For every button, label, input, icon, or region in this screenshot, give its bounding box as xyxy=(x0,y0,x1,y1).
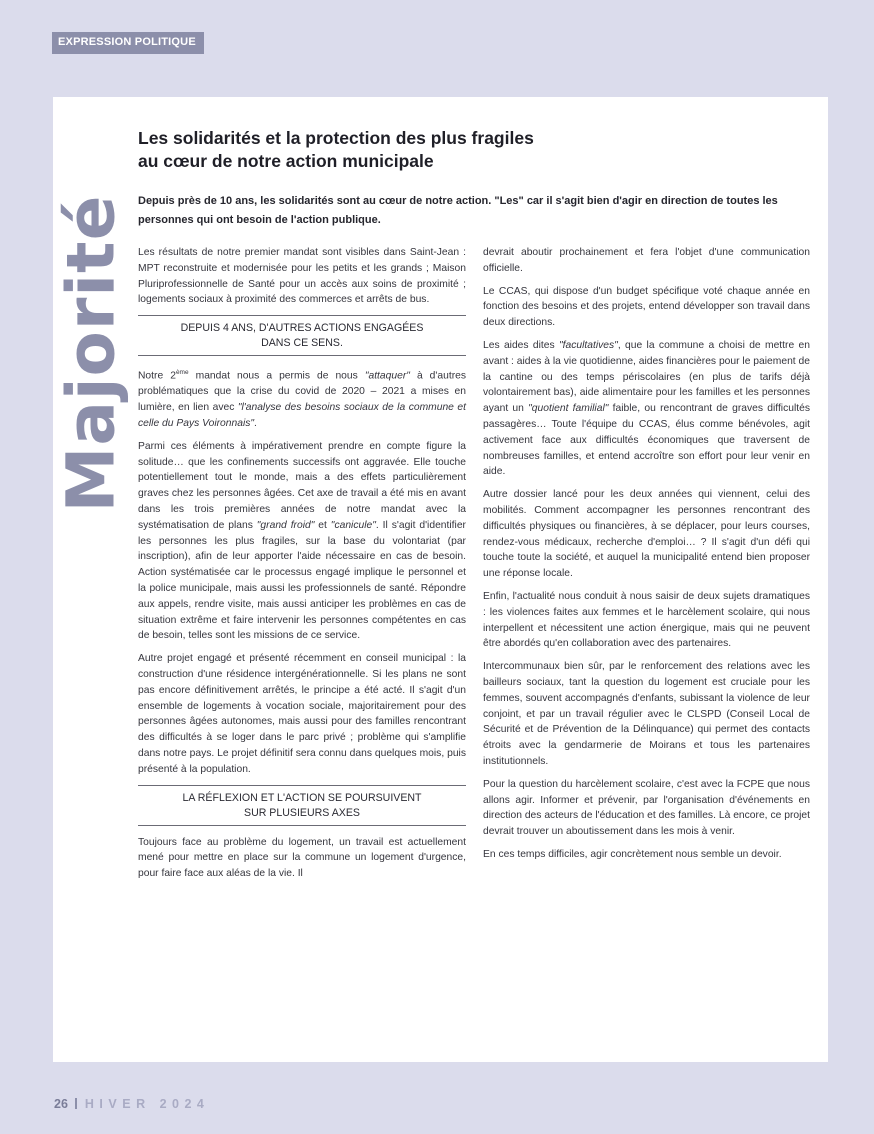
text-run: . xyxy=(254,418,257,429)
subhead-reflexion-line-1: LA RÉFLEXION ET L'ACTION SE POURSUIVENT xyxy=(182,791,422,804)
subhead-reflexion-line-2: SUR PLUSIEURS AXES xyxy=(244,806,360,819)
article-headline xyxy=(138,127,758,173)
page-number: 26 xyxy=(54,1097,68,1111)
left-paragraph-2 xyxy=(138,365,466,432)
subhead-actions-line-2: DANS CE SENS. xyxy=(261,337,343,350)
text-run: , que la commune a choisi de mettre en avant : aides à la vie quotidienne, aides financières pour le paiement de la cantine ou des temps périscolaires (en plus de tarifs déjà volontairement bas), aide alimentaire pour les familles et les personnes ayant un xyxy=(483,339,810,415)
page-footer xyxy=(54,1097,209,1111)
emphasis: "l'analyse des besoins sociaux de la commune et celle du Pays Voironnais" xyxy=(138,402,466,429)
headline-line-2: au cœur de notre action municipale xyxy=(138,151,434,171)
section-label: EXPRESSION POLITIQUE xyxy=(52,32,204,54)
text-run: Les aides dites xyxy=(483,339,559,351)
right-paragraph-4: Autre dossier lancé pour les deux années qui viennent, celui des mobilités. Comment accompagner les personnes rencontrant des difficultés physiques ou financières, à se déplacer, pour leurs courses, rendez-vous médicaux, recherche d'emploi… ? Il s'agit d'un défi qui touche toute la société, et auquel la municipalité entend bien proposer une réponse locale. xyxy=(483,489,810,580)
right-column xyxy=(483,245,810,870)
text-run: Parmi ces éléments à impérativement prendre en compte figure la solitude… que les confinements successifs ont aggravée. Elle touche potentiellement tout le monde, mais a des effets particulièrement graves chez les personnes âgées. Cet axe de travail a été mis en avant dans les trois premières années de notre mandat avec la systématisation de plans xyxy=(138,440,466,531)
left-paragraph-5: Toujours face au problème du logement, un travail est actuellement mené pour mettre en place sur la commune un logement d'urgence, pour faire face aux aléas de la vie. Il xyxy=(138,836,466,880)
text-run: . Il s'agit d'identifier les personnes les plus fragiles, sur la base du volontariat (par inscription), afin de leur apporter l'aide nécessaire en cas de besoin. Action systématisée car le processus engagé implique le personnel et la police municipale, mais aussi les professionnels de santé. Répondre aux appels, rendre visite, mais aussi anticiper les problèmes en cas de situation extrême et faire intervenir les personnes compétentes en cas de besoin, telles sont les missions de ce service. xyxy=(138,519,466,642)
subhead-actions-line-1: DEPUIS 4 ANS, D'AUTRES ACTIONS ENGAGÉES xyxy=(180,322,424,335)
text-run: et xyxy=(314,519,331,531)
headline-line-1: Les solidarités et la protection des plus fragiles xyxy=(138,128,534,148)
footer-divider xyxy=(75,1098,77,1109)
text-run: Notre 2 xyxy=(138,370,176,382)
right-paragraph-3 xyxy=(483,338,810,480)
left-column xyxy=(138,245,466,889)
emphasis: "grand froid" xyxy=(256,519,315,531)
emphasis: "facultatives" xyxy=(559,339,618,351)
right-paragraph-1: devrait aboutir prochainement et fera l'objet d'une communication officielle. xyxy=(483,247,810,274)
emphasis: "attaquer" xyxy=(364,370,410,382)
right-paragraph-5: Enfin, l'actualité nous conduit à nous saisir de deux sujets dramatiques : les violences faites aux femmes et le harcèlement scolaire, qui nous interpellent et nécessitent une action énergique, mais qui ne peuvent être abordés qu'en collaboration avec des partenaires. xyxy=(483,590,810,650)
right-paragraph-7: Pour la question du harcèlement scolaire, c'est avec la FCPE que nous allons agir. Informer et prévenir, par l'organisation d'événements en direction des acteurs de l'éducation et des familles. Là encore, ce projet devrait trouver un aboutissement dans les mois à venir. xyxy=(483,778,810,838)
emphasis: "canicule" xyxy=(330,519,376,531)
left-paragraph-1: Les résultats de notre premier mandat sont visibles dans Saint-Jean : MPT reconstruite et modernisée pour les petits et les grands ; Maison Pluriprofessionnelle de Santé pour un accès aux soins de proximité ; logements sociaux à proximité des commerces et arrêts de bus. xyxy=(138,247,466,306)
left-paragraph-4: Autre projet engagé et présenté récemment en conseil municipal : la construction d'une résidence intergénérationnelle. Si les plans ne sont pas encore définitivement arrêtés, le principe a été acté. Il s'agit d'un ensemble de logements à vocation sociale, majoritairement pour des personnes âgées autonomes, mais aussi pour des familles rencontrant des difficultés à se loger dans le parc privé ; problème qui s'amplifie dans notre pays. Le projet définitif sera connu dans quelques mois, puis présenté à la population. xyxy=(138,653,466,775)
text-run: mandat nous a permis de nous xyxy=(188,370,365,382)
issue-season: HIVER 2024 xyxy=(84,1097,210,1111)
right-paragraph-8: En ces temps difficiles, agir concrètement nous semble un devoir. xyxy=(483,848,782,860)
text-run: faible, ou rencontrant de graves difficultés passagères… Toute l'équipe du CCAS, élus comme bénévoles, agit activement face aux difficultés économiques que traversent de nombreuses familles, et entend accroître son effort pour leur venir en aide. xyxy=(483,403,810,478)
right-paragraph-6: Intercommunaux bien sûr, par le renforcement des relations avec les bailleurs sociaux, tant la question du logement est cruciale pour les femmes, souvent accompagnés d'enfants, subissant la violence de leur conjoint, et par un travail régulier avec le CLSPD (Conseil Local de Sécurité et de Prévention de la Délinquance) qui permet des contacts étroits avec la gendarmerie de Moirans et tous les partenaires institutionnels. xyxy=(483,661,810,767)
subhead-actions xyxy=(138,315,466,356)
emphasis: "quotient familial" xyxy=(528,403,609,415)
superscript: ème xyxy=(175,369,189,377)
article-lead: Depuis près de 10 ans, les solidarités sont au cœur de notre action. "Les" car il s'agit bien d'agir en direction de toutes les personnes qui ont besoin de l'action publique. xyxy=(138,195,778,226)
side-title: Majorité xyxy=(52,194,130,512)
article-panel xyxy=(53,97,828,1062)
left-paragraph-3 xyxy=(138,439,466,644)
subhead-reflexion xyxy=(138,785,466,826)
side-title-wrapper xyxy=(31,193,151,513)
right-paragraph-2: Le CCAS, qui dispose d'un budget spécifique voté chaque année en fonction des besoins et des projets, entend développer son travail dans deux directions. xyxy=(483,285,810,329)
text-run: à d'autres problématiques que la crise du covid de 2020 – 2021 a mises en lumière, en lien avec xyxy=(138,370,466,414)
